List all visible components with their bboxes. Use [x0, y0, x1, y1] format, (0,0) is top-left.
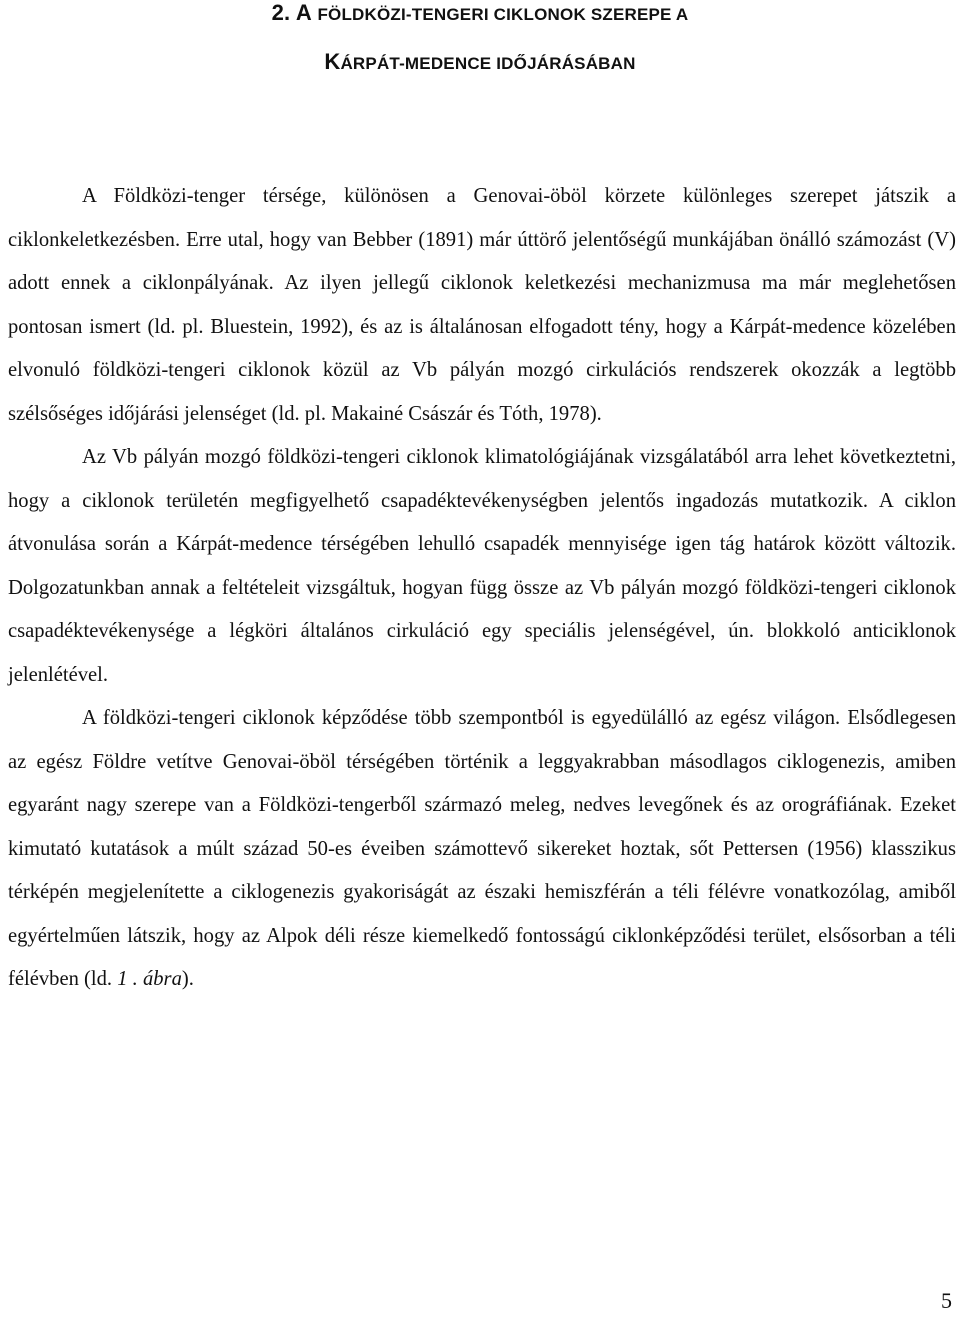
paragraph-3-text: A földközi-tengeri ciklonok képződése több szempontból is egyedülálló az egész világon. Elsődlegesen az egész Földre vetítve Genovai-öböl térségében történik a leggyakrabban másodlagos ciklogenezis, amiben egyaránt nagy szerepe van a Földközi-tengerből származó meleg, nedves levegőnek és az orográfiának. Ezeket kimutató kutatások a múlt század 50-es éveiben számottevő sikereket hoztak, sőt Pettersen (1956) klasszikus térképén megjelenítette a ciklogenezis gyakoriságát az északi hemiszférán a téli félévre vonatkozólag, amiből egyértelműen látszik, hogy az Alpok déli része kiemelkedő fontosságú ciklonképződési terület, elsősorban a téli félévben (ld.: [8, 707, 956, 990]
paragraph-3: [8, 697, 956, 1002]
paragraph-1: A Földközi-tenger térsége, különösen a Genovai-öböl körzete különleges szerepet játszik a ciklonkeletkezésben. Erre utal, hogy van Bebber (1891) már úttörő jelentőségű munkájában önálló számozást (V) adott ennek a ciklonpályának. Az ilyen jellegű ciklonok keletkezési mechanizmusa ma már meglehetősen pontosan ismert (ld. pl. Bluestein, 1992), és az is általánosan elfogadott tény, hogy a Kárpát-medence közelében elvonuló földközi-tengeri ciklonok közül az Vb pályán mozgó cirkulációs rendszerek okozzák a legtöbb szélsőséges időjárási jelenséget (ld. pl. Makainé Császár és Tóth, 1978).: [8, 185, 956, 425]
chapter-title-initial: K: [324, 49, 341, 74]
page-number: 5: [941, 1288, 952, 1313]
chapter-number: 2. A: [271, 0, 318, 25]
chapter-title-text-2: ÁRPÁT-MEDENCE IDŐJÁRÁSÁBAN: [340, 54, 636, 73]
chapter-title-line-2: [0, 49, 960, 75]
body-text: [8, 175, 956, 1002]
chapter-title-text: FÖLDKÖZI-TENGERI CIKLONOK SZEREPE A: [317, 5, 689, 24]
paragraph-2: Az Vb pályán mozgó földközi-tengeri ciklonok klimatológiájának vizsgálatából arra lehet következtetni, hogy a ciklonok területén megfigyelhető csapadéktevékenységben jelentős ingadozás mutatkozik. A ciklon átvonulása során a Kárpát-medence térségében lehulló csapadék mennyisége igen tág határok között változik. Dolgozatunkban annak a feltételeit vizsgáltuk, hogyan függ össze az Vb pályán mozgó földközi-tengeri ciklonok csapadéktevékenysége a légköri általános cirkuláció egy speciális jelenségével, ún. blokkoló anticiklonok jelenlétével.: [8, 446, 956, 686]
chapter-title-line-1: [0, 0, 960, 26]
figure-reference: 1 . ábra: [117, 968, 182, 990]
paragraph-3-end: ).: [181, 968, 194, 990]
